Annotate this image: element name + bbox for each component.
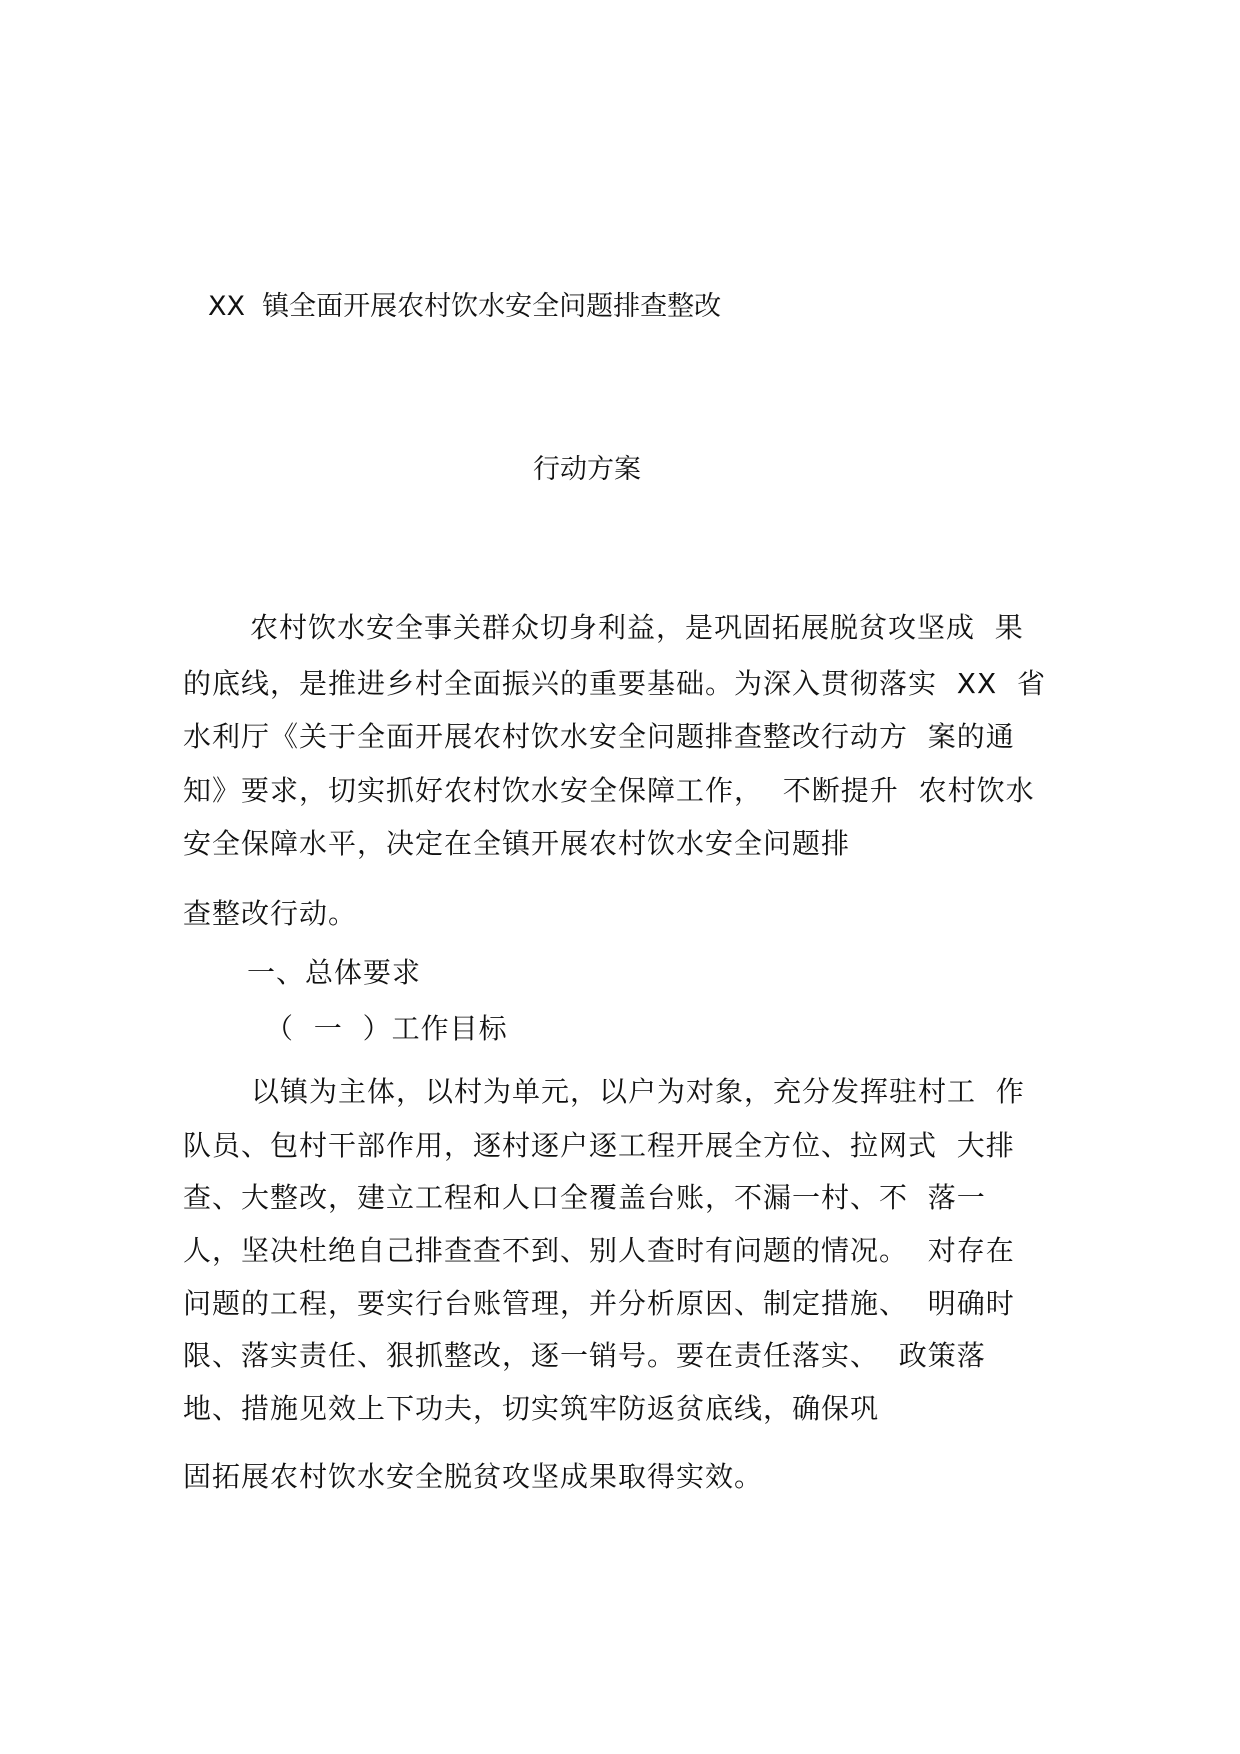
intro-line-6: 查整改行动。: [183, 897, 358, 930]
section-heading: 一、总体要求: [247, 956, 422, 989]
intro-line-1: 农村饮水安全事关群众切身利益，是巩固拓展脱贫攻坚成 果: [250, 611, 1024, 644]
intro-line-3: 水利厅《关于全面开展农村饮水安全问题排查整改行动方 案的通: [183, 720, 1015, 753]
goal-line-2: 队员、包村干部作用，逐村逐户逐工程开展全方位、拉网式 大排: [183, 1129, 1015, 1162]
document-title-line-1: XX 镇全面开展农村饮水安全问题排查整改: [208, 291, 722, 322]
document-title-line-2: 行动方案: [533, 454, 641, 485]
goal-line-6: 限、落实责任、狠抓整改，逐一销号。要在责任落实、 政策落: [183, 1339, 986, 1372]
intro-line-5: 安全保障水平，决定在全镇开展农村饮水安全问题排: [183, 827, 851, 860]
goal-line-8: 固拓展农村饮水安全脱贫攻坚成果取得实效。: [183, 1460, 764, 1493]
goal-line-1: 以镇为主体，以村为单元，以户为对象，充分发挥驻村工 作: [251, 1075, 1025, 1108]
goal-line-7: 地、措施见效上下功夫，切实筑牢防返贫底线，确保巩: [183, 1392, 880, 1425]
goal-line-5: 问题的工程，要实行台账管理，并分析原因、制定措施、 明确时: [183, 1287, 1015, 1320]
goal-line-4: 人，坚决杜绝自己排查查不到、别人查时有问题的情况。 对存在: [183, 1234, 1015, 1267]
intro-line-4: 知》要求，切实抓好农村饮水安全保障工作， 不断提升 农村饮水: [183, 774, 1035, 807]
subsection-heading: （ 一 ）工作目标: [265, 1012, 508, 1045]
intro-line-2: 的底线，是推进乡村全面振兴的重要基础。为深入贯彻落实 XX 省: [183, 667, 1046, 700]
goal-line-3: 查、大整改，建立工程和人口全覆盖台账，不漏一村、不 落一: [183, 1181, 986, 1214]
